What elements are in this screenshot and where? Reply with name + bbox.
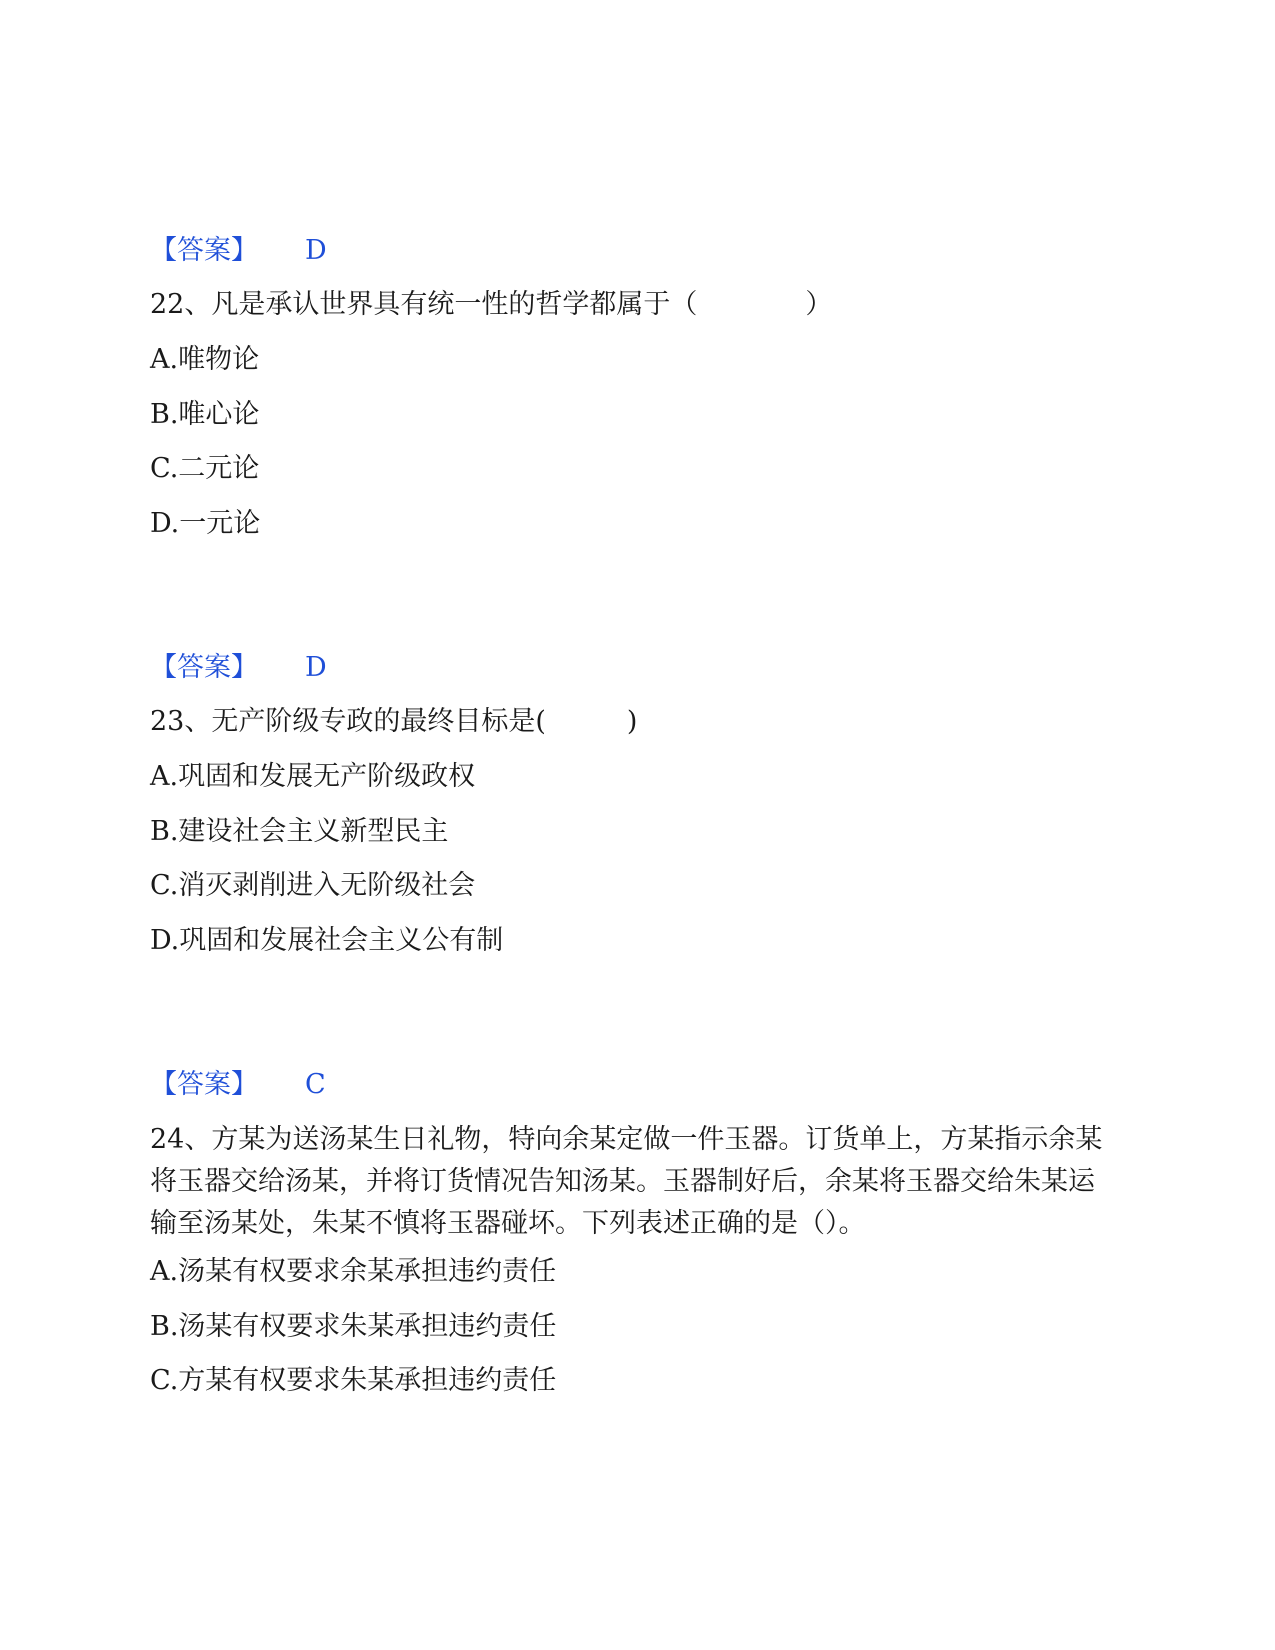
question-24-stem: 24、方某为送汤某生日礼物，特向余某定做一件玉器。订货单上，方某指示余某将玉器交给汤某，并将订货情况告知汤某。玉器制好后，余某将玉器交给朱某运输至汤某处，朱某不慎将玉器碰坏。下列表述正确的是（）。	[150, 1124, 1103, 1239]
answer-label: 【答案】	[150, 1069, 258, 1100]
answer-label: 【答案】	[150, 652, 258, 683]
question-22-stem: 22、凡是承认世界具有统一性的哲学都属于（ ）	[150, 289, 833, 320]
question-22-option-d: D.一元论	[150, 508, 261, 539]
answer-line	[150, 648, 327, 688]
answer-value: D	[305, 652, 327, 683]
answer-line	[150, 231, 327, 271]
answer-value: C	[305, 1069, 326, 1100]
question-23-stem: 23、无产阶级专政的最终目标是( )	[150, 706, 638, 737]
question-23-option-a: A.巩固和发展无产阶级政权	[150, 761, 476, 792]
question-24-option-a: A.汤某有权要求余某承担违约责任	[150, 1256, 557, 1287]
question-23-option-d: D.巩固和发展社会主义公有制	[150, 925, 504, 956]
answer-line	[150, 1065, 326, 1105]
question-24-option-c: C.方某有权要求朱某承担违约责任	[150, 1365, 557, 1396]
answer-label: 【答案】	[150, 235, 258, 266]
question-24-option-b: B.汤某有权要求朱某承担违约责任	[150, 1311, 557, 1342]
answer-value: D	[305, 235, 327, 266]
question-23-option-b: B.建设社会主义新型民主	[150, 816, 449, 847]
question-22-option-c: C.二元论	[150, 453, 260, 484]
question-23-option-c: C.消灭剥削进入无阶级社会	[150, 870, 476, 901]
question-22-option-b: B.唯心论	[150, 399, 260, 430]
question-22-option-a: A.唯物论	[150, 344, 260, 375]
